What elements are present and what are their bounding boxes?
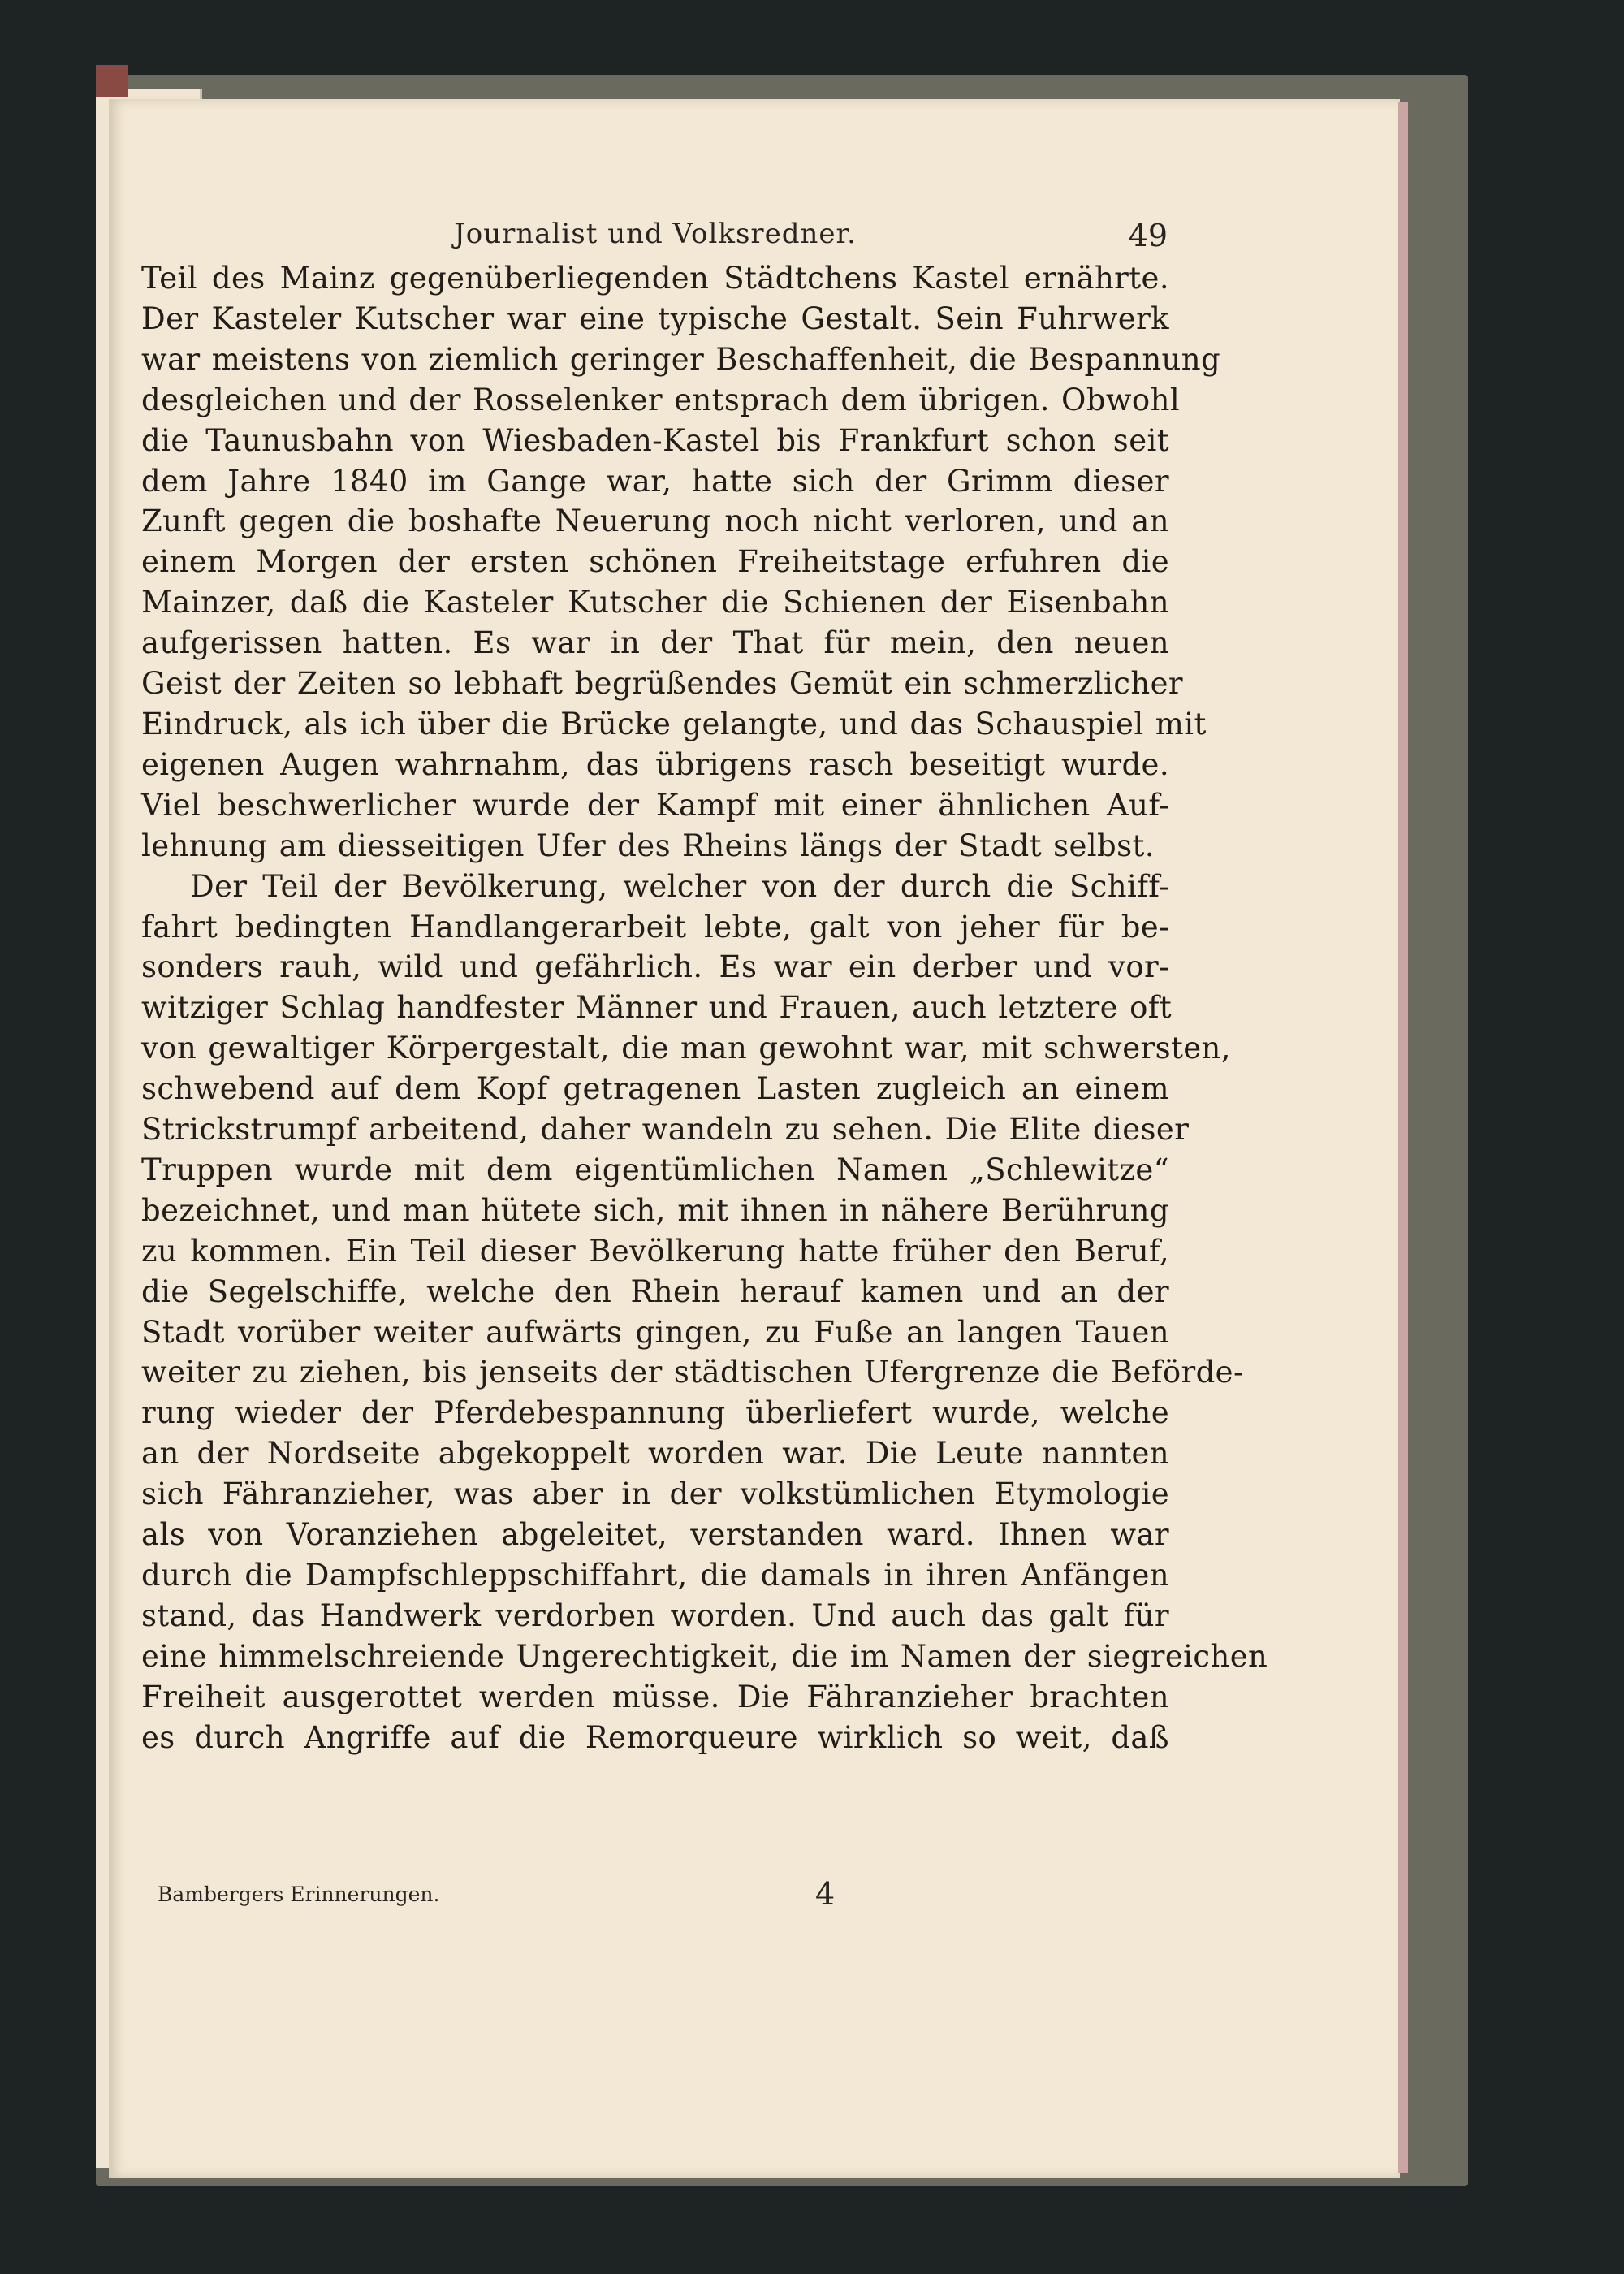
text-line: fahrt bedingten Handlangerarbeit lebte, galt von jeher für be- bbox=[141, 909, 1169, 945]
text-line: rung wieder der Pferdebespannung überliefert wurde, welche bbox=[141, 1395, 1169, 1431]
text-line: stand, das Handwerk verdorben worden. Und auch das galt für bbox=[141, 1597, 1169, 1633]
text-line: Truppen wurde mit dem eigentümlichen Namen „Schlewitze“ bbox=[141, 1152, 1169, 1187]
text-line: sich Fähranzieher, was aber in der volkstümlichen Etymologie bbox=[141, 1476, 1169, 1512]
printer-signature: Bambergers Erinnerungen. bbox=[158, 1883, 440, 1906]
text-line: sonders rauh, wild und gefährlich. Es war ein derber und vor- bbox=[141, 949, 1169, 985]
text-line: einem Morgen der ersten schönen Freiheitstage erfuhren die bbox=[141, 544, 1169, 580]
text-line: die Segelschiffe, welche den Rhein herauf kamen und an der bbox=[141, 1273, 1169, 1309]
text-line: es durch Angriffe auf die Remorqueure wirklich so weit, daß bbox=[141, 1719, 1169, 1755]
text-line: dem Jahre 1840 im Gange war, hatte sich der Grimm dieser bbox=[141, 463, 1169, 499]
text-line: Stadt vorüber weiter aufwärts gingen, zu Fuße an langen Tauen bbox=[141, 1314, 1169, 1350]
text-line: von gewaltiger Körpergestalt, die man gewohnt war, mit schwersten, bbox=[141, 1031, 1231, 1066]
text-line: witziger Schlag handfester Männer und Frauen, auch letztere oft bbox=[141, 990, 1173, 1026]
running-head: Journalist und Volksredner. bbox=[454, 218, 857, 250]
text-line: aufgerissen hatten. Es war in der That für mein, den neuen bbox=[141, 625, 1169, 661]
text-line: Freiheit ausgerottet werden müsse. Die Fähranzieher brachten bbox=[141, 1679, 1169, 1714]
text-line: bezeichnet, und man hütete sich, mit ihnen in nähere Berührung bbox=[141, 1192, 1169, 1228]
text-line: Mainzer, daß die Kasteler Kutscher die Schienen der Eisenbahn bbox=[141, 585, 1169, 620]
text-line: war meistens von ziemlich geringer Beschaffenheit, die Bespannung bbox=[141, 341, 1221, 377]
text-line: Strickstrumpf arbeitend, daher wandeln zu sehen. Die Elite dieser bbox=[141, 1112, 1190, 1148]
text-line: desgleichen und der Rosselenker entsprach dem übrigen. Obwohl bbox=[141, 382, 1181, 417]
page-footer bbox=[141, 1876, 1169, 1917]
text-line: die Taunusbahn von Wiesbaden-Kastel bis Frankfurt schon seit bbox=[141, 422, 1169, 458]
text-line: durch die Dampfschleppschiffahrt, die damals in ihren Anfängen bbox=[141, 1558, 1169, 1593]
body-text bbox=[141, 258, 1268, 1758]
page-number: 49 bbox=[1128, 218, 1168, 253]
text-line: Der Kasteler Kutscher war eine typische Gestalt. Sein Fuhrwerk bbox=[141, 300, 1169, 336]
text-line: zu kommen. Ein Teil dieser Bevölkerung hatte früher den Beruf, bbox=[141, 1233, 1169, 1269]
text-line: eine himmelschreiende Ungerechtigkeit, die im Namen der siegreichen bbox=[141, 1638, 1268, 1674]
text-line: Eindruck, als ich über die Brücke gelangte, und das Schauspiel mit bbox=[141, 706, 1207, 741]
text-line: eigenen Augen wahrnahm, das übrigens rasch beseitigt wurde. bbox=[141, 746, 1169, 782]
text-line: als von Voranziehen abgeleitet, verstanden ward. Ihnen war bbox=[141, 1517, 1169, 1553]
text-line: schwebend auf dem Kopf getragenen Lasten zugleich an einem bbox=[141, 1071, 1169, 1107]
text-line: Der Teil der Bevölkerung, welcher von der durch die Schiff- bbox=[190, 868, 1169, 904]
text-line: lehnung am diesseitigen Ufer des Rheins längs der Stadt selbst. bbox=[141, 828, 1155, 863]
text-line: Zunft gegen die boshafte Neuerung noch nicht verloren, und an bbox=[141, 504, 1169, 539]
sheet-number: 4 bbox=[815, 1876, 836, 1912]
text-line: weiter zu ziehen, bis jenseits der städtischen Ufergrenze die Beförde- bbox=[141, 1355, 1244, 1390]
text-line: Viel beschwerlicher wurde der Kampf mit einer ähnlichen Auf- bbox=[141, 787, 1169, 823]
text-line: Teil des Mainz gegenüberliegenden Städtchens Kastel ernährte. bbox=[141, 261, 1169, 296]
page-edge-stain bbox=[1398, 102, 1408, 2173]
text-line: an der Nordseite abgekoppelt worden war. Die Leute nannten bbox=[141, 1436, 1169, 1472]
text-line: Geist der Zeiten so lebhaft begrüßendes Gemüt ein schmerzlicher bbox=[141, 666, 1183, 702]
